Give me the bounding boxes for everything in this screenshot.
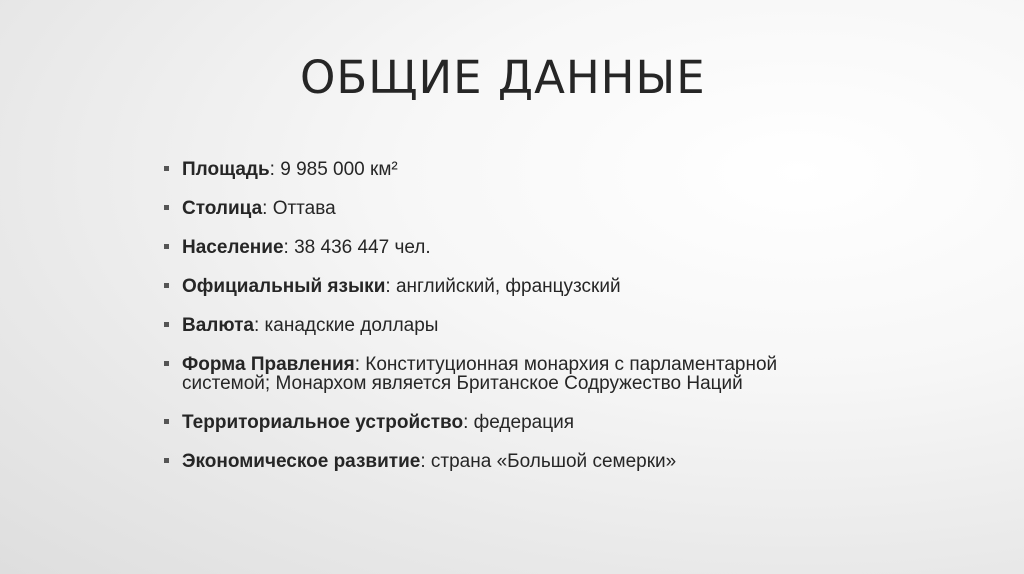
- bullet-separator: :: [253, 315, 265, 336]
- bullet-item-territorial: [164, 413, 784, 432]
- square-bullet-icon: [164, 283, 169, 288]
- bullet-item-area: [164, 160, 784, 179]
- square-bullet-icon: [164, 244, 169, 249]
- bullet-label: Население: [182, 237, 284, 258]
- bullet-item-currency: [164, 316, 784, 335]
- bullet-item-economy: [164, 452, 784, 471]
- bullet-label: Экономическое развитие: [182, 451, 421, 472]
- bullet-value: страна «Большой семерки»: [430, 451, 677, 472]
- bullet-separator: :: [269, 159, 281, 180]
- bullet-separator: :: [420, 451, 431, 472]
- bullet-separator: :: [463, 412, 474, 433]
- bullet-label: Площадь: [182, 159, 270, 180]
- bullet-item-population: [164, 238, 784, 257]
- bullet-item-languages: [164, 277, 784, 296]
- bullet-value: федерация: [473, 412, 574, 433]
- bullet-value: английский, французский: [395, 276, 621, 297]
- bullet-label: Столица: [182, 198, 263, 219]
- bullet-separator: :: [283, 237, 295, 258]
- square-bullet-icon: [164, 419, 169, 424]
- bullet-label: Территориальное устройство: [182, 412, 464, 433]
- bullet-value: 9 985 000 км²: [280, 159, 398, 180]
- bullet-separator: :: [354, 354, 366, 375]
- square-bullet-icon: [164, 205, 169, 210]
- bullet-separator: :: [385, 276, 396, 297]
- square-bullet-icon: [164, 361, 169, 366]
- bullet-value: канадские доллары: [264, 315, 439, 336]
- slide-title: ОБЩИЕ ДАННЫЕ: [300, 51, 706, 104]
- bullet-value: Оттава: [272, 198, 336, 219]
- bullet-label: Форма Правления: [182, 354, 355, 375]
- bullet-item-government: [164, 355, 784, 393]
- bullet-value: 38 436 447 чел.: [294, 237, 431, 258]
- bullet-item-capital: [164, 199, 784, 218]
- bullet-label: Официальный языки: [182, 276, 386, 297]
- bullet-separator: :: [262, 198, 273, 219]
- square-bullet-icon: [164, 322, 169, 327]
- square-bullet-icon: [164, 166, 169, 171]
- bullet-label: Валюта: [182, 315, 254, 336]
- bullet-list: [164, 160, 784, 491]
- square-bullet-icon: [164, 458, 169, 463]
- bullet-value: Конституционная монархия с парламентарной системой; Монархом является Британское Содружество Наций: [182, 354, 778, 394]
